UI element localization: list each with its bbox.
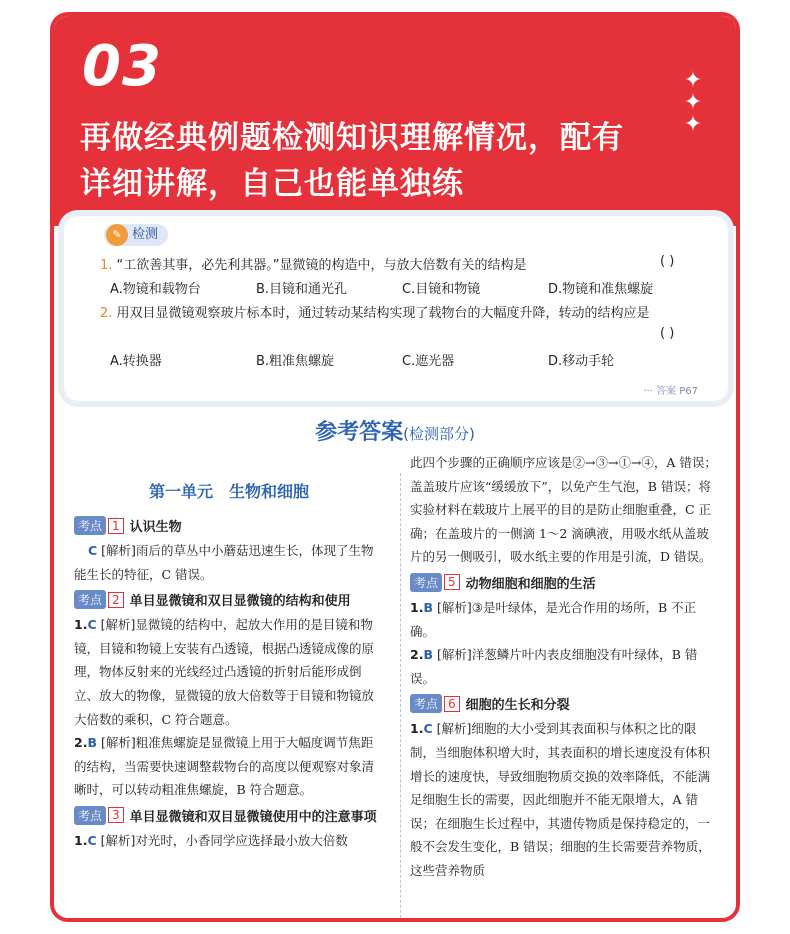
kaodian-title: 单目显微镜和双目显微镜使用中的注意事项 xyxy=(129,809,377,825)
unit-title: 第一单元 生物和细胞 xyxy=(148,482,309,501)
sparkle-icon: ✦ xyxy=(683,90,703,115)
answer-text: 雨后的草丛中小蘑菇迅速生长，体现了生物能生长的特征，C 错误。 xyxy=(74,543,374,582)
option-c: C.目镜和物镜 xyxy=(402,282,481,297)
answer-letter: B xyxy=(423,599,433,615)
kaodian-title: 认识生物 xyxy=(129,520,182,535)
answer-blank: ( ) xyxy=(660,326,675,341)
analysis-tag: [解析] xyxy=(101,543,136,558)
answer-number: 1. xyxy=(410,599,424,615)
option-a: A.转换器 xyxy=(110,354,162,369)
answer-letter: C xyxy=(87,832,97,848)
answer-text: 粗准焦螺旋是显微镜上用于大幅度调节焦距的结构，当需要快速调整载物台的高度以便观察对象清晰时，可以转动粗准焦螺旋，B 符合题意。 xyxy=(74,735,375,798)
answer-blank: ( ) xyxy=(660,254,675,269)
question-number: 1. xyxy=(100,258,113,273)
hero-banner xyxy=(54,16,736,226)
kaodian-number: 1 xyxy=(108,518,124,534)
kaodian-title: 细胞的生长和分裂 xyxy=(465,698,570,714)
option-b: B.粗准焦螺旋 xyxy=(256,354,335,369)
answer-title-sub: (检测部分) xyxy=(403,425,475,443)
question-text: “工欲善其事，必先利其器。”显微镜的构造中，与放大倍数有关的结构是 xyxy=(116,258,527,273)
kaodian-number: 6 xyxy=(444,696,460,712)
feature-frame xyxy=(50,12,740,922)
answer-item xyxy=(410,717,720,882)
answer-page-ref: ··· 答案 P67 xyxy=(643,386,698,397)
answer-item xyxy=(74,539,384,586)
question-number: 2. xyxy=(100,306,113,321)
answer-letter: B xyxy=(423,647,433,663)
sparkle-icons xyxy=(678,70,708,136)
sparkle-icon: ✦ xyxy=(683,68,703,93)
option-d: D.移动手轮 xyxy=(548,354,615,369)
answer-letter: C xyxy=(87,617,97,633)
hero-headline-line2: 详细讲解，自己也能单独练 xyxy=(80,166,464,202)
kaodian-number: 5 xyxy=(444,574,460,590)
kaodian-heading xyxy=(410,694,720,713)
answer-number: 1. xyxy=(74,832,88,848)
kaodian-number: 3 xyxy=(108,807,124,823)
kaodian-badge: 考点 xyxy=(74,806,106,825)
check-card xyxy=(64,216,728,401)
column-divider xyxy=(400,473,401,922)
answer-item xyxy=(410,643,720,690)
analysis-tag: [解析] xyxy=(100,832,136,848)
kaodian-badge: 考点 xyxy=(74,516,106,535)
answer-text: 洋葱鳞片叶内表皮细胞没有叶绿体，B 错误。 xyxy=(410,647,698,686)
answer-number: 2. xyxy=(74,735,88,751)
answer-item xyxy=(74,829,384,853)
question-1 xyxy=(100,254,527,273)
option-b: B.目镜和通光孔 xyxy=(256,282,348,297)
answer-text: 显微镜的结构中，起放大作用的是目镜和物镜，目镜和物镜上安装有凸透镜，根据凸透镜成像的原理，物体反射来的光线经过凸透镜的折射后能形成倒立、放大的物像，显微镜的放大倍数等于目镜和物镜放大倍数的乘积，C 符合题意。 xyxy=(74,617,375,727)
section-number: 03 xyxy=(82,34,162,99)
analysis-tag: [解析] xyxy=(436,721,472,737)
analysis-tag: [解析] xyxy=(436,599,472,615)
kaodian-heading xyxy=(74,516,384,535)
answer-text: 对光时，小香同学应选择最小放大倍数 xyxy=(135,832,348,848)
answer-continuation: 此四个步骤的正确顺序应该是②→③→①→④，A 错误；盖盖玻片应该“缓缓放下”，以免产生气泡，B 错误；将实验材料在载玻片上展平的目的是防止细胞重叠，C 正确；在盖玻片的一侧滴 1～2 滴碘液，用吸水纸从盖玻片的另一侧吸引，吸水纸主要的作用是引流，D 错误。 xyxy=(410,455,717,565)
question-2 xyxy=(100,302,650,321)
analysis-tag: [解析] xyxy=(100,735,136,751)
check-tag xyxy=(104,224,168,246)
kaodian-title: 动物细胞和细胞的生活 xyxy=(465,576,596,592)
answer-text: ③是叶绿体，是光合作用的场所，B 不正确。 xyxy=(410,599,697,639)
answer-column-right xyxy=(410,451,720,883)
answer-column-left xyxy=(74,471,384,853)
hero-headline-line1: 再做经典例题检测知识理解情况，配有 xyxy=(80,120,624,156)
kaodian-badge: 考点 xyxy=(74,590,106,609)
answer-title xyxy=(54,415,736,446)
option-d: D.物镜和准焦螺旋 xyxy=(548,282,654,297)
kaodian-number: 2 xyxy=(108,592,124,608)
answer-item xyxy=(410,596,720,643)
check-tag-label: 检测 xyxy=(132,227,159,242)
kaodian-badge: 考点 xyxy=(410,573,442,592)
answer-number: 1. xyxy=(74,617,88,633)
answer-item xyxy=(74,731,384,802)
answer-letter: C xyxy=(88,543,98,558)
option-c: C.遮光器 xyxy=(402,354,455,369)
sparkle-icon: ✦ xyxy=(683,112,703,137)
answer-text: 细胞的大小受到其表面积与体积之比的限制，当细胞体积增大时，其表面积的增长速度没有体积增长的速度快，导致细胞物质交换的效率降低，不能满足细胞生长的需要，因此细胞并不能无限增大，A 错误；在细胞生长过程中，其遗传物质是保持稳定的，一般不会发生变化，B 错误；细胞的生长需要营养物质，这些营养物质 xyxy=(410,721,711,878)
answer-item xyxy=(74,613,384,731)
answer-number: 1. xyxy=(410,721,424,737)
answer-section xyxy=(54,411,736,922)
answer-number: 2. xyxy=(410,647,424,663)
kaodian-badge: 考点 xyxy=(410,694,442,713)
notebook-icon: ✎ xyxy=(106,224,128,246)
kaodian-heading xyxy=(74,590,384,609)
answer-letter: B xyxy=(87,735,97,751)
analysis-tag: [解析] xyxy=(100,617,136,633)
analysis-tag: [解析] xyxy=(436,647,472,663)
kaodian-heading xyxy=(410,573,720,592)
answer-title-main: 参考答案 xyxy=(315,420,404,445)
option-a: A.物镜和载物台 xyxy=(110,282,201,297)
question-text: 用双目显微镜观察玻片标本时，通过转动某结构实现了载物台的大幅度升降，转动的结构应是 xyxy=(116,306,650,321)
kaodian-heading xyxy=(74,806,384,825)
answer-letter: C xyxy=(423,721,433,737)
kaodian-title: 单目显微镜和双目显微镜的结构和使用 xyxy=(129,594,351,610)
